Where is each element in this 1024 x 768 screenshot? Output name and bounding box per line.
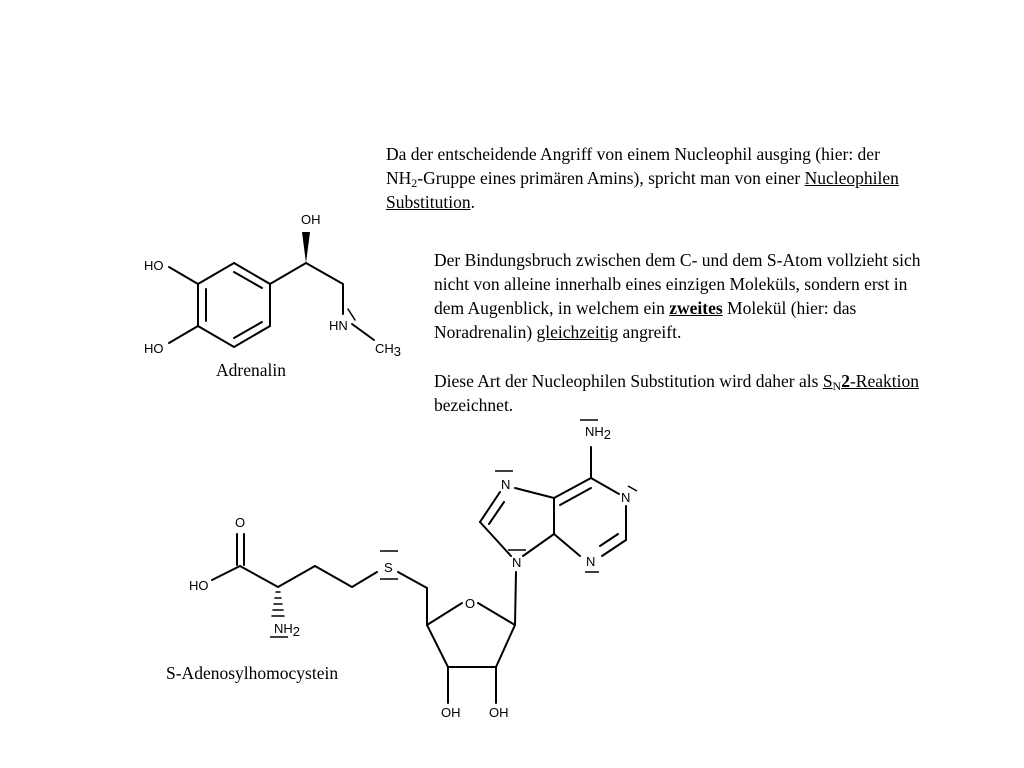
sah-labels — [189, 424, 630, 720]
n-label: N — [512, 555, 522, 570]
line-text: angreift. — [618, 322, 682, 342]
aromatic-double-bond — [234, 272, 262, 288]
adrenalin-labels — [144, 212, 401, 359]
ch3-subscript: 3 — [393, 344, 402, 359]
lone-pair-bar — [348, 309, 355, 320]
pyrimidine-double-bond — [600, 534, 618, 546]
line-text: Noradrenalin) — [434, 322, 537, 342]
o-label: O — [235, 515, 246, 530]
emphasis-zweites: zweites — [669, 298, 723, 318]
ch-text: CH — [375, 341, 394, 356]
ho-label: HO — [144, 258, 164, 273]
ho-label: HO — [189, 578, 209, 593]
paragraph-line: Der Bindungsbruch zwischen dem C- und dem S-Atom vollzieht sich — [434, 250, 921, 270]
term-substitution: Substitution — [386, 192, 471, 212]
nh-text: NH — [386, 168, 412, 188]
line-middle-text: -Gruppe eines primären Amins), spricht man von einer — [417, 168, 805, 188]
oh-label: OH — [489, 705, 509, 720]
term-nucleophilen: Nucleophilen — [804, 168, 899, 188]
n-label: N — [621, 490, 631, 505]
pyrimidine-double-bond — [560, 488, 591, 505]
wedge-bond — [302, 232, 310, 263]
oh-label: OH — [301, 212, 321, 227]
s-label: S — [384, 560, 393, 575]
line-text: dem Augenblick, in welchem ein — [434, 298, 670, 318]
hn-label: HN — [329, 318, 348, 333]
paragraph-line: nicht von alleine innerhalb eines einzigen Moleküls, sondern erst in — [434, 274, 908, 294]
nh2-subscript: 2 — [603, 427, 612, 442]
benzene-ring — [198, 263, 270, 347]
n-label: N — [586, 554, 596, 569]
lone-pair-bars — [270, 420, 637, 637]
ch3-label — [375, 341, 401, 359]
nh2-label — [585, 424, 611, 442]
ho-label: HO — [144, 341, 164, 356]
paragraph-line: Da der entscheidende Angriff von einem Nucleophil ausging (hier: der — [386, 144, 880, 164]
sn-subscript: N — [832, 379, 842, 393]
adrenalin-caption: Adrenalin — [216, 360, 286, 380]
sn-s: S — [822, 371, 833, 391]
period-text: . — [470, 192, 475, 212]
n-label: N — [501, 477, 511, 492]
line-text: Molekül (hier: das — [722, 298, 857, 318]
line-text: Diese Art der Nucleophilen Substitution wird daher als — [434, 371, 823, 391]
emphasis-gleichzeitig: gleichzeitig — [536, 322, 619, 342]
hashed-bond — [272, 592, 284, 616]
aromatic-double-bond — [234, 322, 262, 338]
nh2-subscript: 2 — [292, 624, 301, 639]
nh-text: NH — [274, 621, 293, 636]
sah-caption: S-Adenosylhomocystein — [166, 663, 339, 683]
oh-label: OH — [441, 705, 461, 720]
sn-number: 2 — [841, 371, 850, 391]
o-ring-label: O — [465, 596, 476, 611]
nh-subscript: 2 — [411, 176, 418, 190]
nh-text: NH — [585, 424, 604, 439]
paragraph-line: bezeichnet. — [434, 395, 514, 415]
sah-structure — [212, 447, 626, 703]
sn-suffix: -Reaktion — [849, 371, 919, 391]
